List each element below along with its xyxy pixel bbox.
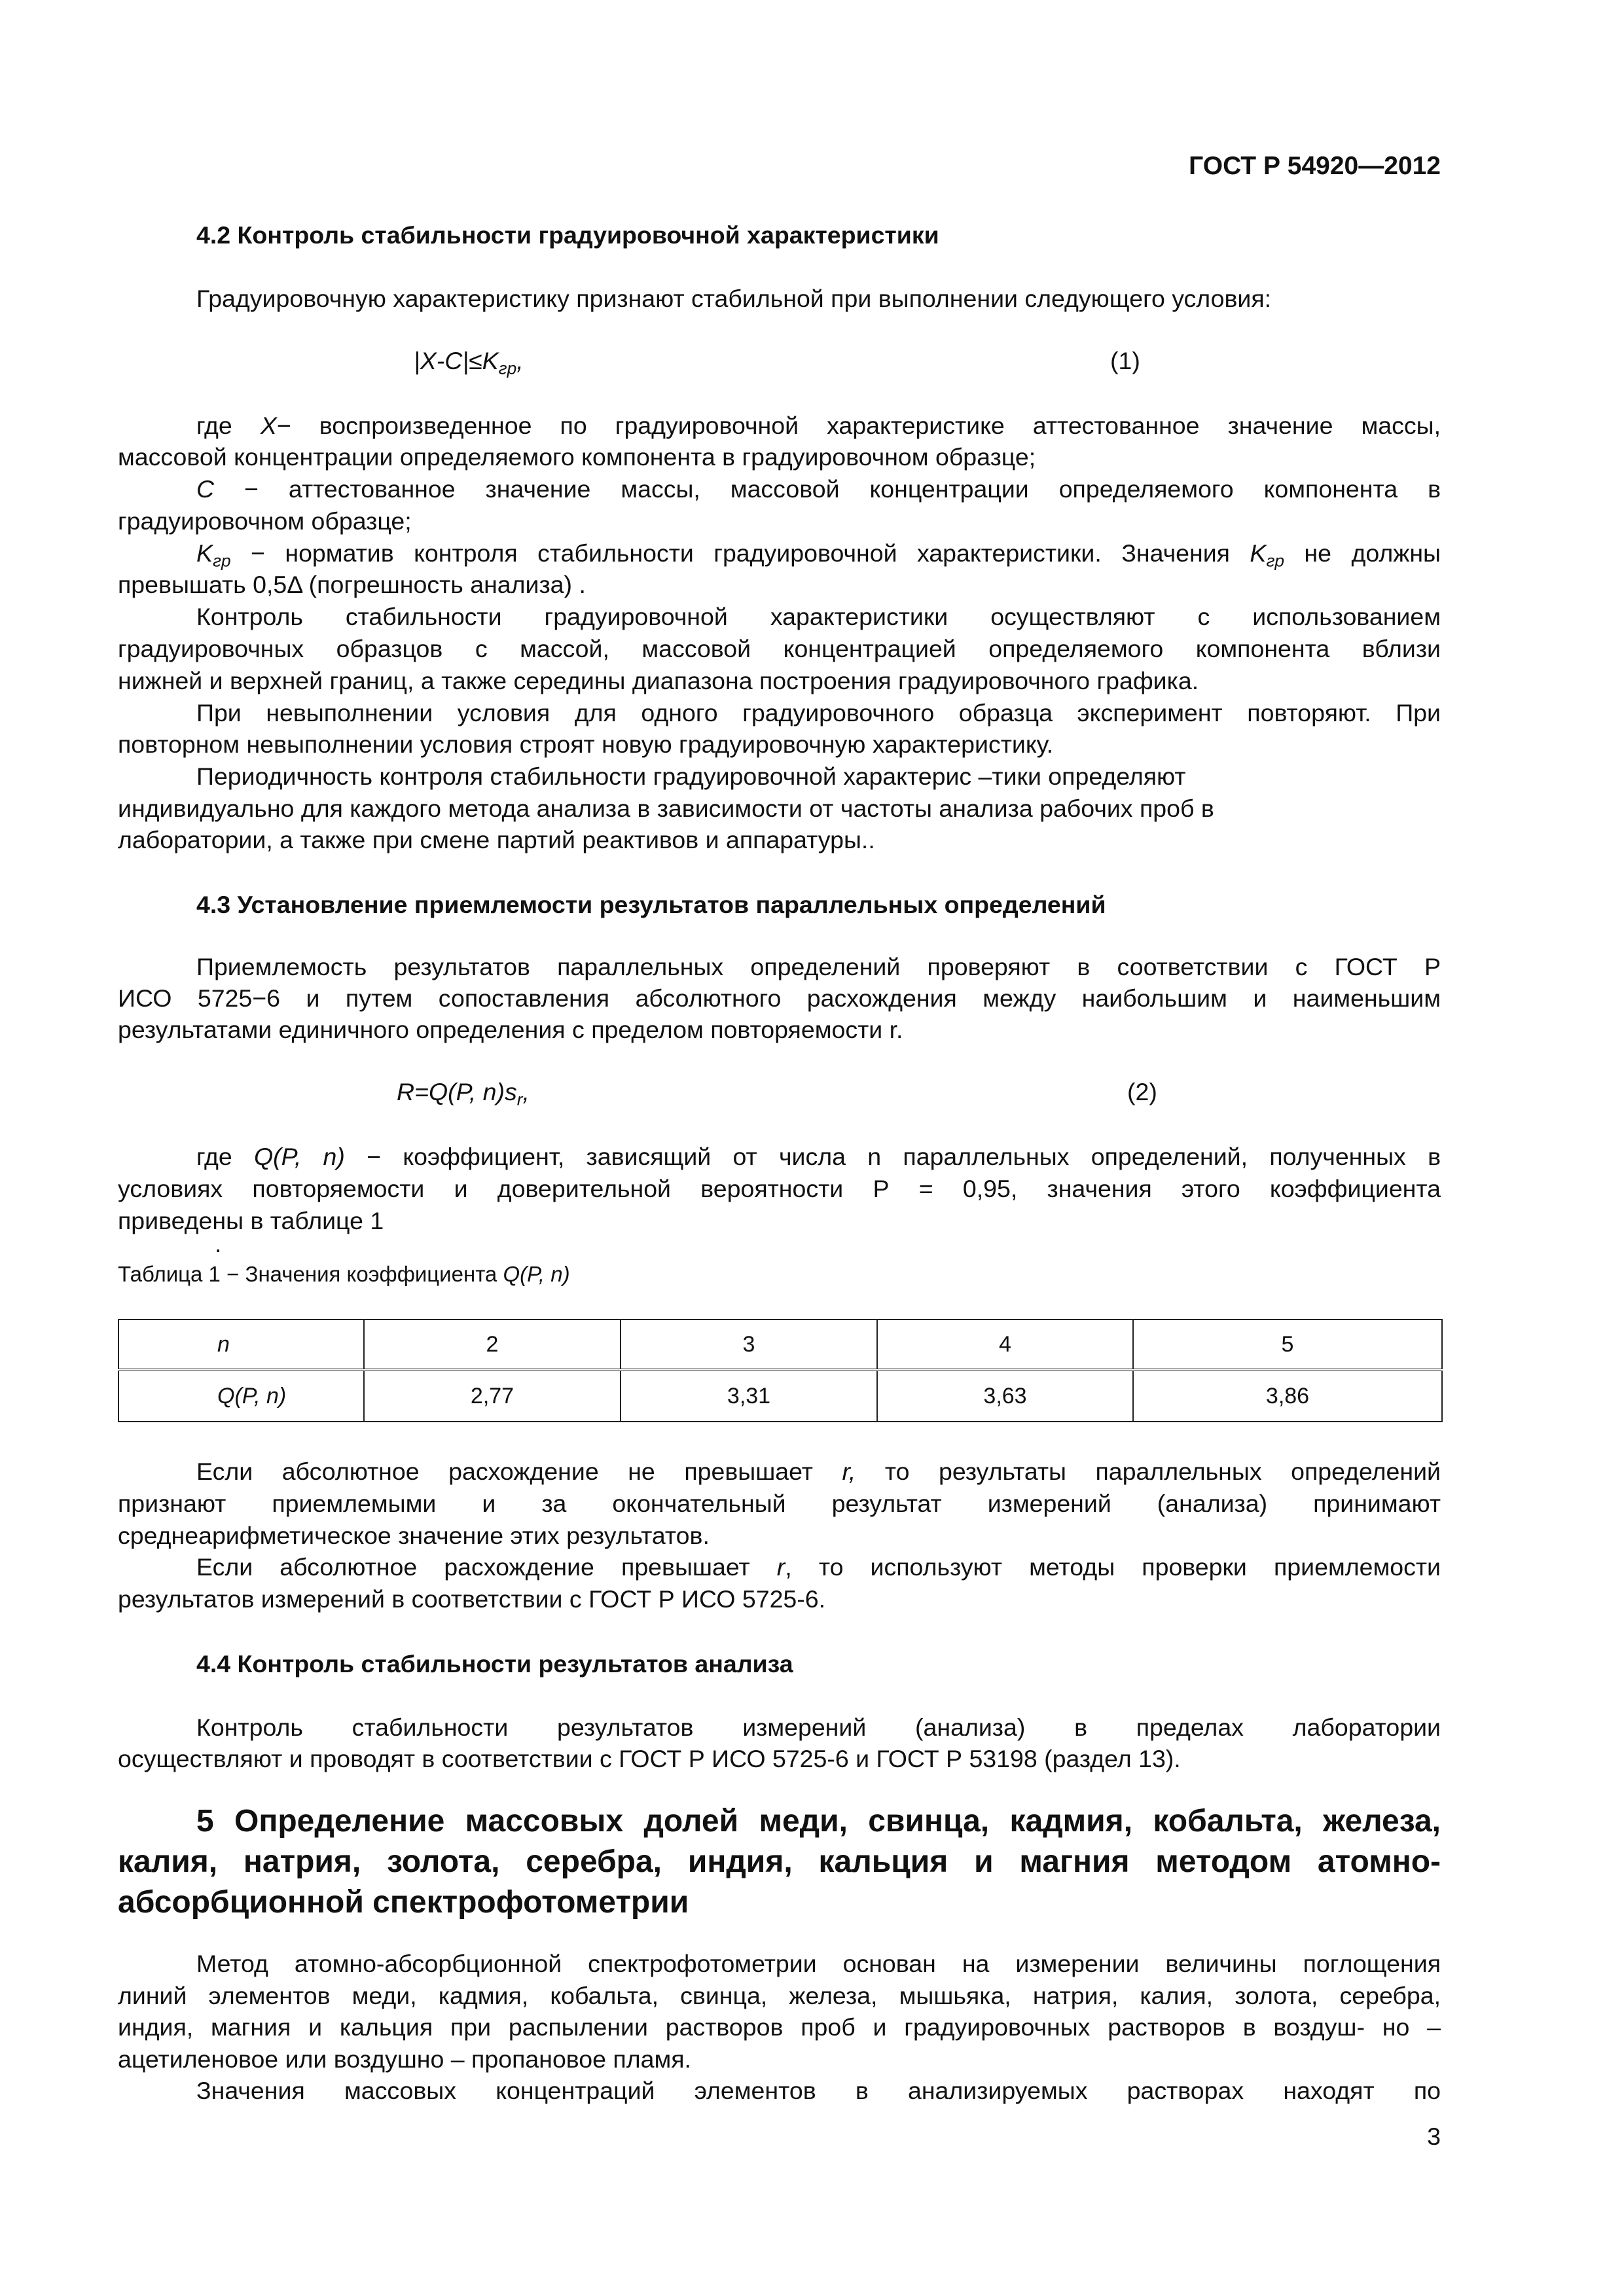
s43-p1-line1: Приемлемость результатов параллельных определений проверяют в соответствии с ГОСТ Р: [196, 953, 1441, 980]
s43-p2-line2: признают приемлемыми и за окончательный результат измерений (анализа) принимают: [118, 1490, 1441, 1517]
definition-c-line1: [196, 473, 1441, 505]
s43-p1-line2: ИСО 5725−6 и путем сопоставления абсолютного расхождения между наибольшим и наименьшим: [118, 984, 1441, 1012]
s42-p2-line2: повторном невыполнении условия строят новую градуировочную характеристику.: [118, 730, 1054, 758]
coefficient-table: [118, 1319, 1443, 1422]
table-cell: 3,86: [1133, 1370, 1442, 1422]
table-cell: 3,63: [877, 1370, 1133, 1422]
s42-p3-line2: индивидуально для каждого метода анализа в зависимости от частоты анализа рабочих проб в: [118, 795, 1214, 822]
formula-1-number: (1): [1110, 347, 1140, 374]
section-5-title-line3: абсорбционной спектрофотометрии: [118, 1885, 689, 1920]
s5-p1-line3: индия, магния и кальция при распылении растворов проб и градуировочных растворов в воздуш- но –: [118, 2013, 1441, 2041]
s42-p1-line2: градуировочных образцов с массой, массовой концентрацией определяемого компонента вблизи: [118, 635, 1441, 662]
s44-p1-line1: Контроль стабильности результатов измерений (анализа) в пределах лаборатории: [196, 1713, 1441, 1741]
formula-2-tail: ,: [522, 1078, 530, 1105]
document-code: ГОСТ Р 54920—2012: [1189, 152, 1441, 180]
s43-def-dot: .: [215, 1230, 222, 1257]
page-number: 3: [1427, 2123, 1441, 2150]
s42-p2-line1: При невыполнении условия для одного градуировочного образца эксперимент повторяют. При: [196, 699, 1441, 726]
def-x-prefix: где: [196, 412, 261, 439]
section-4-2-title: 4.2 Контроль стабильности градуировочной характеристики: [196, 221, 939, 249]
formula-2-number: (2): [1127, 1078, 1157, 1105]
s43-p1-line3: результатами единичного определения с пределом повторяемости r.: [118, 1016, 903, 1043]
table-header-cell: 5: [1133, 1319, 1442, 1370]
def-k-symbol-2: K: [1250, 539, 1267, 567]
definition-x-line1: [196, 409, 1441, 442]
table-header-n: n: [118, 1319, 364, 1370]
s42-p3-line1: Периодичность контроля стабильности градуировочной характерис –тики определяют: [196, 762, 1186, 790]
table-cell: 2,77: [364, 1370, 621, 1422]
s43-def-line2: условиях повторяемости и доверительной вероятности Р = 0,95, значения этого коэффициента: [118, 1175, 1441, 1202]
s5-p1-line4: ацетиленовое или воздушно – пропановое пламя.: [118, 2045, 691, 2073]
s43-p3-b: , то используют методы проверки приемлемости: [785, 1553, 1441, 1581]
table-caption: [118, 1262, 570, 1287]
def-k-end: не должны: [1284, 539, 1441, 567]
definition-c-line2: градуировочном образце;: [118, 507, 412, 535]
table-cell: 3,31: [621, 1370, 877, 1422]
table-caption-text: Таблица 1 − Значения коэффициента: [118, 1262, 503, 1286]
formula-2-sub: r: [516, 1089, 523, 1109]
table-row: [118, 1370, 1442, 1422]
s44-p1-line2: осуществляют и проводят в соответствии с ГОСТ Р ИСО 5725-6 и ГОСТ Р 53198 (раздел 13).: [118, 1745, 1181, 1772]
formula-2-lhs: R=Q(P, n)s: [397, 1078, 517, 1105]
s43-p2-r: r,: [842, 1458, 856, 1485]
table-caption-symbol: Q(P, n): [503, 1262, 570, 1286]
s43-p2-b: то результаты параллельных определений: [856, 1458, 1441, 1485]
section-4-2-intro: Градуировочную характеристику признают стабильной при выполнении следующего условия:: [196, 285, 1272, 312]
table-header-cell: 4: [877, 1319, 1133, 1370]
definition-x-line2: массовой концентрации определяемого компонента в градуировочном образце;: [118, 443, 1036, 471]
s43-p3-a: Если абсолютное расхождение превышает: [196, 1553, 777, 1581]
def-k-sub-2: гр: [1266, 550, 1284, 571]
formula-1-tail: ,: [516, 347, 524, 374]
definition-k-line2: превышать 0,5Δ (погрешность анализа) .: [118, 571, 586, 598]
def-c-text: − аттестованное значение массы, массовой концентрации определяемого компонента в: [214, 475, 1441, 503]
section-4-3-title: 4.3 Установление приемлемости результатов параллельных определений: [196, 891, 1106, 918]
section-4-4-title: 4.4 Контроль стабильности результатов анализа: [196, 1650, 793, 1677]
def-k-symbol: K: [196, 539, 213, 567]
def-x-text: − воспроизведенное по градуировочной характеристике аттестованное значение массы,: [276, 412, 1441, 439]
def-k-sub: гр: [213, 550, 231, 571]
s43-p3-line1: [196, 1551, 1441, 1583]
s43-def-prefix: где: [196, 1143, 255, 1170]
s43-def-line1: [196, 1140, 1441, 1173]
section-5-title-line1: 5 Определение массовых долей меди, свинца, кадмия, кобальта, железа,: [196, 1804, 1441, 1839]
s43-p3-r: r: [776, 1553, 785, 1581]
def-k-text: − норматив контроля стабильности градуировочной характеристики. Значения: [230, 539, 1250, 567]
s5-p1-line1: Метод атомно-абсорбционной спектрофотометрии основан на измерении величины поглощения: [196, 1950, 1441, 1977]
s42-p1-line3: нижней и верхней границ, а также середины диапазона построения градуировочного графика.: [118, 667, 1199, 694]
section-5-title-line2: калия, натрия, золота, серебра, индия, кальция и магния методом атомно-: [118, 1844, 1441, 1879]
table-header-cell: 2: [364, 1319, 621, 1370]
s43-p2-line1: [196, 1455, 1441, 1488]
formula-1-lhs: |X-C|≤K: [414, 347, 499, 374]
s5-p2-line1: Значения массовых концентраций элементов в анализируемых растворах находят по: [196, 2077, 1441, 2104]
s5-p1-line2: линий элементов меди, кадмия, кобальта, свинца, железа, мышьяка, натрия, калия, золота, серебра,: [118, 1982, 1441, 2009]
s43-p2-line3: среднеарифметическое значение этих результатов.: [118, 1522, 710, 1549]
definition-k-line1: [196, 537, 1441, 569]
s43-def-text: − коэффициент, зависящий от числа n параллельных определений, полученных в: [344, 1143, 1441, 1170]
s43-p3-line2: результатов измерений в соответствии с ГОСТ Р ИСО 5725-6.: [118, 1585, 826, 1613]
table-header-cell: 3: [621, 1319, 877, 1370]
formula-2: [397, 1075, 530, 1108]
s42-p3-line3: лаборатории, а также при смене партий реактивов и аппаратуры..: [118, 826, 875, 853]
def-c-symbol: С: [196, 475, 215, 503]
s42-p1-line1: Контроль стабильности градуировочной характеристики осуществляют с использованием: [196, 603, 1441, 630]
table-header-row: [118, 1319, 1442, 1370]
table-row-label: Q(P, n): [118, 1370, 364, 1422]
def-x-symbol: X: [260, 412, 277, 439]
s43-def-line3: приведены в таблице 1: [118, 1207, 384, 1234]
formula-1: [414, 344, 524, 377]
formula-1-sub: гр: [498, 358, 517, 378]
s43-p2-a: Если абсолютное расхождение не превышает: [196, 1458, 842, 1485]
s43-def-symbol: Q(P, n): [254, 1143, 345, 1170]
